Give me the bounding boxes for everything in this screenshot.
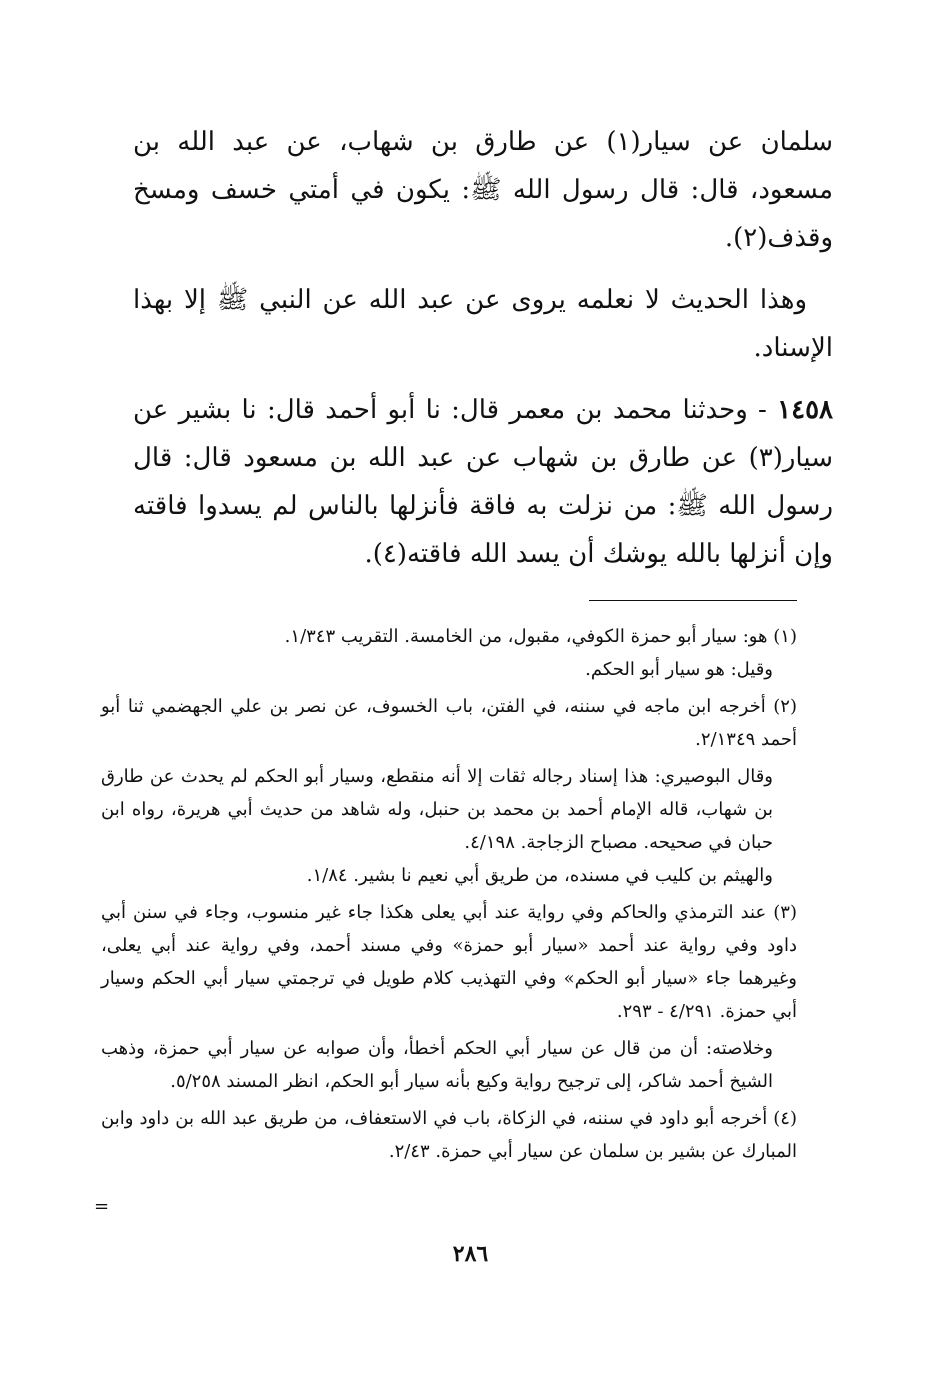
footnotes — [101, 620, 797, 1168]
footnote-3: (٣) عند الترمذي والحاكم وفي رواية عند أبي يعلى هكذا جاء غير منسوب، وجاء في سنن أبي داود وفي رواية عند أحمد «سيار أبو حمزة» وفي مسند أحمد، وفي رواية عند أبي يعلى، وغيرهما جاء «سيار أبو الحكم» وفي التهذيب كلام طويل في ترجمتي سيار أبي الحكم وسيار أبي حمزة. ٤/٢٩١ - ٢٩٣. — [101, 902, 797, 1022]
footnote-2-extra: والهيثم بن كليب في مسنده، من طريق أبي نعيم نا بشير. ١/٨٤. — [306, 865, 773, 886]
footnote-2: (٢) أخرجه ابن ماجه في سننه، في الفتن، باب الخسوف، عن نصر بن علي الجهضمي ثنا أبو أحمد ٢/١٣٤٩. — [101, 696, 797, 750]
main-text — [133, 118, 833, 592]
footnote-1-detail: وقيل: هو سيار أبو الحكم. — [585, 659, 773, 680]
footnote-3-detail: وخلاصته: أن من قال عن سيار أبي الحكم أخطأ، وأن صوابه عن سيار أبي حمزة، وذهب الشيخ أحمد شاكر، إلى ترجيح رواية وكيع بأنه سيار أبو الحكم، انظر المسند ٥/٢٥٨. — [101, 1038, 773, 1092]
footnote-4: (٤) أخرجه أبو داود في سننه، في الزكاة، باب في الاستعفاف، من طريق عبد الله بن داود وابن المبارك عن بشير بن سلمان عن سيار أبي حمزة. ٢/٤٣. — [101, 1108, 797, 1162]
footnote-1: (١) هو: سيار أبو حمزة الكوفي، مقبول، من الخامسة. التقريب ١/٣٤٣. — [284, 626, 797, 647]
hadith-1458 — [133, 386, 833, 578]
footnote-separator — [589, 600, 797, 601]
hadith-text-continuation: سلمان عن سيار(١) عن طارق بن شهاب، عن عبد الله بن مسعود، قال: قال رسول الله ﷺ: يكون في أمتي خسف ومسخ وقذف(٢). — [133, 127, 834, 253]
hadith-text: - وحدثنا محمد بن معمر قال: نا أبو أحمد قال: نا بشير عن سيار(٣) عن طارق بن شهاب عن عبد الله بن مسعود قال: قال رسول الله ﷺ: من نزلت به فاقة فأنزلها بالناس لم يسدوا فاقته وإن أنزلها بالله يوشك أن يسد الله فاقته(٤). — [133, 395, 833, 569]
footnote-2-detail: وقال البوصيري: هذا إسناد رجاله ثقات إلا أنه منقطع، وسيار أبو الحكم لم يحدث عن طارق بن شهاب، قاله الإمام أحمد بن محمد بن حنبل، وله شاهد من حديث أبي هريرة، رواه ابن حبان في صحيحه. مصباح الزجاجة. ٤/١٩٨. — [101, 766, 773, 853]
author-comment: وهذا الحديث لا نعلمه يروى عن عبد الله عن النبي ﷺ إلا بهذا الإسناد. — [133, 285, 833, 363]
page-number: ٢٨٦ — [452, 1241, 489, 1267]
hadith-number: ١٤٥٨ — [777, 395, 833, 425]
continuation-mark: = — [94, 1196, 110, 1217]
